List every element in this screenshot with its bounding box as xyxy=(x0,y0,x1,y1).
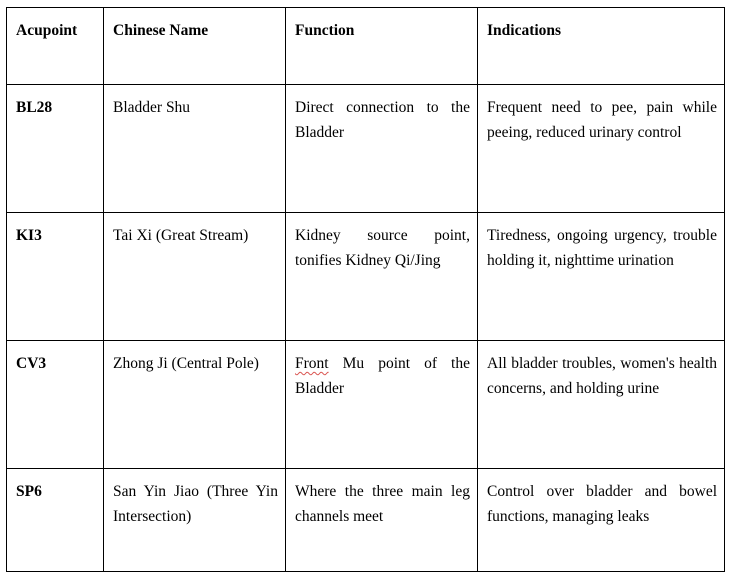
chinese-name: San Yin Jiao (Three Yin Intersection) xyxy=(104,469,286,572)
header-function: Function xyxy=(286,8,478,85)
table-row xyxy=(7,341,725,469)
acupoint-code: KI3 xyxy=(7,213,104,341)
function-cell: Direct connection to the Bladder xyxy=(286,85,478,213)
header-acupoint: Acupoint xyxy=(7,8,104,85)
function-cell: Where the three main leg channels meet xyxy=(286,469,478,572)
chinese-name: Tai Xi (Great Stream) xyxy=(104,213,286,341)
table-row xyxy=(7,469,725,572)
function-text: Mu point of the Bladder xyxy=(295,355,470,397)
acupoint-code: SP6 xyxy=(7,469,104,572)
acupoint-table xyxy=(6,7,725,572)
table-row xyxy=(7,85,725,213)
acupoint-code: BL28 xyxy=(7,85,104,213)
table-row xyxy=(7,213,725,341)
spellcheck-word[interactable]: Front xyxy=(295,355,329,372)
function-cell xyxy=(286,341,478,469)
header-row xyxy=(7,8,725,85)
header-indications: Indications xyxy=(478,8,725,85)
chinese-name: Bladder Shu xyxy=(104,85,286,213)
function-cell: Kidney source point, tonifies Kidney Qi/Jing xyxy=(286,213,478,341)
indications-cell: Tiredness, ongoing urgency, trouble holding it, nighttime urination xyxy=(478,213,725,341)
header-chinese-name: Chinese Name xyxy=(104,8,286,85)
chinese-name: Zhong Ji (Central Pole) xyxy=(104,341,286,469)
acupoint-code: CV3 xyxy=(7,341,104,469)
indications-cell: Control over bladder and bowel functions, managing leaks xyxy=(478,469,725,572)
indications-cell: Frequent need to pee, pain while peeing, reduced urinary control xyxy=(478,85,725,213)
indications-cell: All bladder troubles, women's health concerns, and holding urine xyxy=(478,341,725,469)
